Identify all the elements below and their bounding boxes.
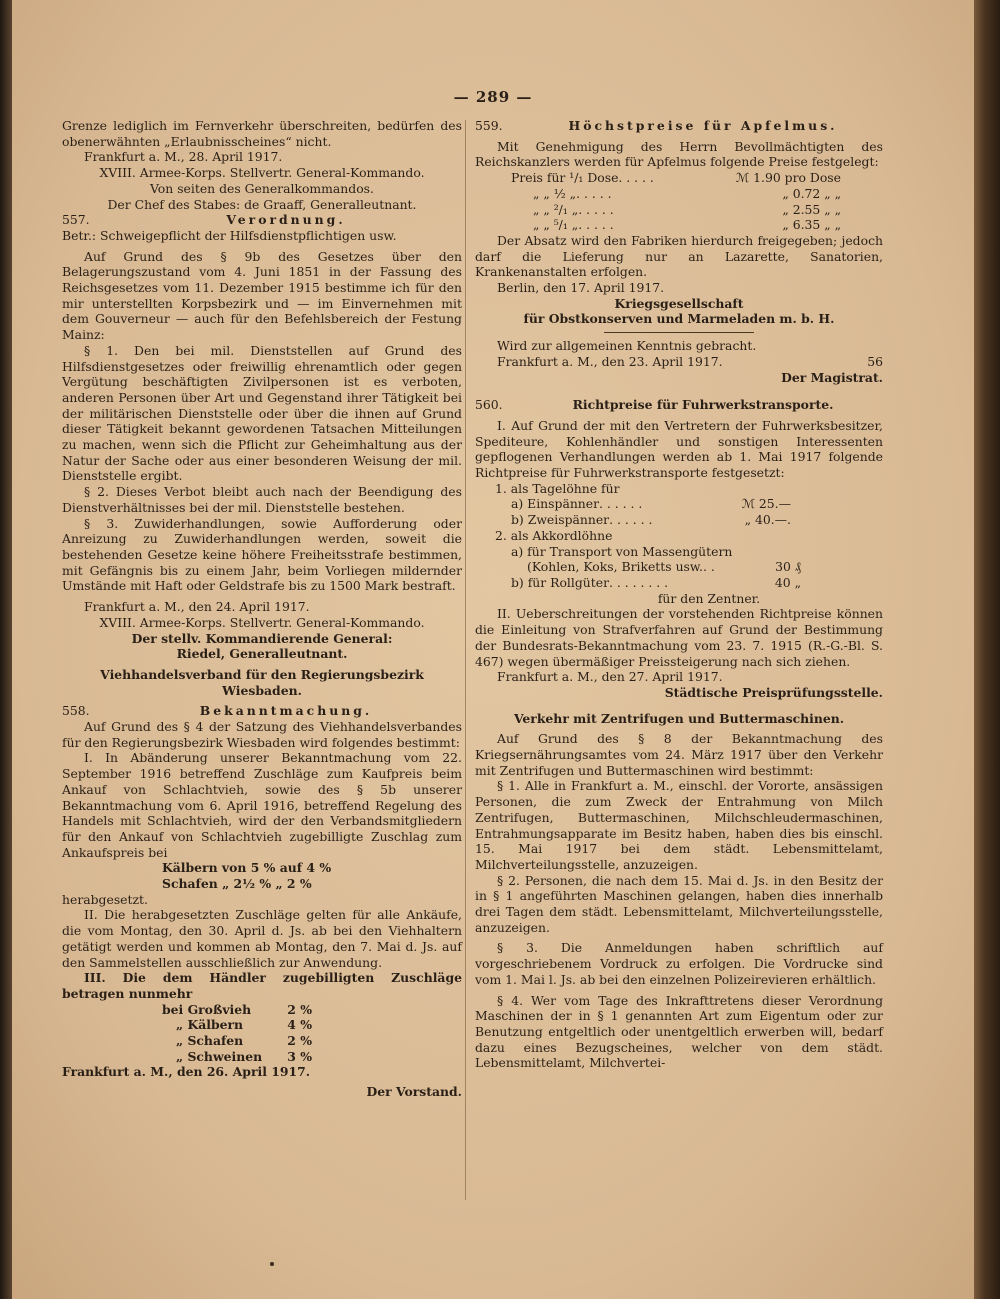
signature-corps: XVIII. Armee-Korps. Stellvertr. General-Kommando. (99, 614, 425, 630)
section-title-zentrifugen: Verkehr mit Zentrifugen und Buttermaschinen. (513, 710, 845, 726)
paragraph: § 3. Die Anmeldungen haben schriftlich auf vorgeschriebenem Vordruck zu erfolgen. Die Vordrucke sind vom 1. Mai l. Js. ab bei den einzelnen Polizeirevieren erhältlich. (475, 940, 883, 987)
signature-corps: XVIII. Armee-Korps. Stellvertr. General-Kommando. (99, 165, 425, 181)
price-row: Preis für ¹/₁ Dose . . . . . ℳ 1.90 pro Dose (511, 170, 841, 186)
tariff-table (475, 496, 791, 527)
section-559-header (475, 118, 883, 134)
paragraph: § 4. Wer vom Tage des Inkrafttretens dieser Verordnung Maschinen der in § 1 genannten Art zum Eigentum oder zur Benutzung entgeltlich oder unentgeltlich erwerben will, bedarf dazu eines Bezugscheines, welcher von dem städt. Lebensmittelamt, Milchvertei- (475, 992, 883, 1071)
signature-board: Der Vorstand. (366, 1084, 462, 1100)
tariff-line: a) für Transport von Massengütern (511, 543, 733, 559)
tariff-row: (Kohlen, Koks, Briketts usw. . . 30 ₰ (527, 559, 801, 575)
document-page (12, 0, 974, 1299)
signature-date: Berlin, den 17. April 1917. (497, 280, 665, 296)
price-row: „ „ ½ „ . . . . . „ 0.72 „ „ (533, 185, 841, 201)
price-row: „ „ ²/₁ „ . . . . . „ 2.55 „ „ (533, 201, 841, 217)
signature-magistrat: Der Magistrat. (781, 369, 883, 385)
rates-table (62, 1002, 312, 1065)
signature-date: Frankfurt a. M., 28. April 1917. (84, 149, 283, 165)
date-row: Frankfurt a. M., den 23. April 1917. 56 (497, 353, 883, 369)
signature-office: Städtische Preisprüfungsstelle. (664, 684, 883, 700)
section-number: 557. (62, 212, 90, 228)
paragraph: Der Absatz wird den Fabriken hierdurch freigegeben; jedoch darf die Lieferung nur an Lazarette, Sanatorien, Krankenanstalten erfolgen. (475, 232, 883, 280)
left-column (62, 118, 462, 1100)
list-heading: 2. als Akkordlöhne (495, 527, 613, 543)
paragraph: herabgesetzt. (62, 891, 148, 907)
unit-note: für den Zentner. (657, 590, 761, 606)
paragraph: § 1. Alle in Frankfurt a. M., einschl. der Vororte, ansässigen Personen, die zum Zweck der Entrahmung von Milch Zentrifugen, Buttermaschinen, Milchschleudermaschinen, Entrahmungsapparate im Besitz haben, haben dies bis einschl. 15. Mai 1917 bei dem städt. Lebensmittelamt, Milchverteilungsstelle, anzuzeigen. (475, 778, 883, 872)
book-page-edges (974, 0, 1000, 1299)
section-subject: Betr.: Schweigepflicht der Hilfsdienstpflichtigen usw. (62, 227, 397, 243)
intro-text: Grenze lediglich im Fernverkehr überschreiten, bedürfen des obenerwähnten „Erlaubnisscheines“ nicht. (62, 118, 462, 149)
tariff-row: a) Einspänner . . . . . . ℳ 25.— (511, 496, 791, 512)
page-number: — 289 — (453, 88, 533, 106)
tariff-row: b) Zweispänner . . . . . . „ 40.—. (511, 512, 791, 528)
paragraph: Mit Genehmigung des Herrn Bevollmächtigten des Reichskanzlers werden für Apfelmus folgende Preise festgelegt: (475, 138, 883, 170)
signature-date: Frankfurt a. M., den 24. April 1917. (84, 599, 310, 615)
paragraph: Auf Grund des § 9b des Gesetzes über den Belagerungszustand vom 4. Juni 1851 in der Fassung des Reichsgesetzes vom 11. Dezember 1915 bestimme ich für den mir unterstellten Korpsbezirk und — im Einvernehmen mit dem Gouverneur — auch für den Befehlsbereich der Festung Mainz: (62, 248, 462, 343)
paragraph: I. In Abänderung unserer Bekanntmachung vom 22. September 1916 betreffend Zuschläge zum Kaufpreis beim Ankauf von Schlachtvieh, sowie des § 5b unserer Bekanntmachung vom 6. April 1916, betreffend Regelung des Handels mit Schlachtvieh, wird der den Verbandsmitgliedern für den Ankauf von Schlachtvieh zugebilligte Zuschlag zum Ankaufspreis bei (62, 750, 462, 860)
paragraph: I. Auf Grund der mit den Vertretern der Fuhrwerksbesitzer, Spediteure, Kohlenhändler und sonstigen Interessenten gepflogenen Verhandlungen werden ab 1. Mai 1917 folgende Richtpreise für Fuhrwerkstransporte festgesetzt: (475, 417, 883, 481)
section-title: Richtpreise für Fuhrwerkstransporte. (572, 397, 834, 413)
section-number: 560. (475, 397, 503, 413)
rate-row: bei Großvieh 2 % (162, 1001, 312, 1017)
rate-row: „ Schafen 2 % (176, 1033, 312, 1049)
rate-line: Kälbern von 5 % auf 4 % (162, 860, 332, 876)
notice: Wird zur allgemeinen Kenntnis gebracht. (497, 338, 757, 354)
signature-date: Frankfurt a. M., den 26. April 1917. (62, 1064, 311, 1080)
paragraph: Auf Grund des § 8 der Bekanntmachung des Kriegsernährungsamtes vom 24. März 1917 über den Verkehr mit Zentrifugen und Buttermaschinen wird bestimmt: (475, 731, 883, 778)
paragraph: Auf Grund des § 4 der Satzung des Viehhandelsverbandes für den Regierungsbezirk Wiesbaden wird folgendes bestimmt: (62, 719, 462, 750)
section-number: 559. (475, 118, 503, 133)
signature-command: Von seiten des Generalkommandos. (150, 180, 374, 196)
paragraph: § 3. Zuwiderhandlungen, sowie Aufforderung oder Anreizung zu Zuwiderhandlungen werden, soweit die bestehenden Gesetze keine höhere Freiheitsstrafe bestimmen, mit Gefängnis bis zu einem Jahr, beim Vorliegen mildernder Umstände mit Haft oder Geldstrafe bis zu 1500 Mark bestraft. (62, 515, 462, 594)
list-heading: 1. als Tagelöhne für (495, 480, 620, 496)
section-560-header (475, 397, 883, 413)
paragraph: § 2. Dieses Verbot bleibt auch nach der Beendigung des Dienstverhältnisses bei der mil. Dienststelle bestehen. (62, 484, 462, 515)
column-divider (465, 120, 466, 1200)
paragraph: III. Die dem Händler zugebilligten Zuschläge betragen nunmehr (62, 970, 462, 1001)
rate-row: „ Schweinen 3 % (176, 1048, 312, 1064)
section-title: Bekanntmachung. (199, 703, 373, 719)
tariff-row: b) für Rollgüter . . . . . . . . 40 „ (511, 574, 801, 590)
ink-dot (270, 1262, 274, 1266)
rate-line: Schafen „ 2½ % „ 2 % (162, 876, 312, 892)
right-column (475, 118, 883, 1071)
rate-row: „ Kälbern 4 % (176, 1017, 312, 1033)
signature-org: für Obstkonserven und Marmeladen m. b. H. (523, 311, 835, 327)
paragraph: § 2. Personen, die nach dem 15. Mai d. Js. in den Besitz der in § 1 angeführten Maschinen gelangen, haben dies innerhalb drei Tagen dem städt. Lebensmittelamt, Milchverteilungsstelle, anzuzeigen. (475, 872, 883, 935)
book-gutter (0, 0, 12, 1299)
signature-date: Frankfurt a. M., den 27. April 1917. (497, 669, 723, 685)
price-table (475, 170, 841, 233)
section-558-header (62, 703, 462, 719)
paragraph: II. Ueberschreitungen der vorstehenden Richtpreise können die Einleitung von Strafverfahren auf Grund der Bestimmung der Bundesrats-Bekanntmachung vom 23. 7. 1915 (R.-G.-Bl. S. 467) wegen übermäßiger Preissteigerung nach sich ziehen. (475, 606, 883, 669)
section-title: Höchstpreise für Apfelmus. (568, 118, 838, 133)
signature-role: Der stellv. Kommandierende General: (131, 630, 393, 646)
section-number: 558. (62, 703, 90, 719)
signature-chief: Der Chef des Stabes: de Graaff, Generalleutnant. (107, 196, 417, 212)
signature-org: Kriegsgesellschaft (614, 295, 744, 311)
org-heading: Viehhandelsverband für den Regierungsbezirk (100, 666, 424, 682)
signature-name: Riedel, Generalleutnant. (176, 646, 348, 662)
price-row: „ „ ⁵/₁ „ . . . . . „ 6.35 „ „ (533, 217, 841, 233)
tariff-table (475, 544, 801, 591)
section-557-header (62, 212, 462, 228)
org-heading-place: Wiesbaden. (222, 682, 302, 698)
section-title: Verordnung. (226, 212, 346, 228)
paragraph: § 1. Den bei mil. Dienststellen auf Grund des Hilfsdienstgesetzes oder freiwillig ehrenamtlich oder gegen Vergütung beschäftigten Zivilpersonen ist es verboten, anderen Personen über Art und Gegenstand ihrer Tätigkeit bei der militärischen Dienststelle oder über die ihnen auf Grund dieser Tätigkeit bekannt gewordenen Tatsachen Mitteilungen zu machen, wenn sich die Pflicht zur Geheimhaltung aus der Natur der Sache oder aus einer besonderen Weisung der mil. Dienststelle ergibt. (62, 342, 462, 484)
paragraph: II. Die herabgesetzten Zuschläge gelten für alle Ankäufe, die vom Montag, den 30. April d. Js. ab bei den Viehhaltern getätigt werden und kommen ab Montag, den 7. Mai d. Js. auf den Sammelstellen ausschließlich zur Anwendung. (62, 907, 462, 970)
separator-rule (604, 332, 754, 333)
